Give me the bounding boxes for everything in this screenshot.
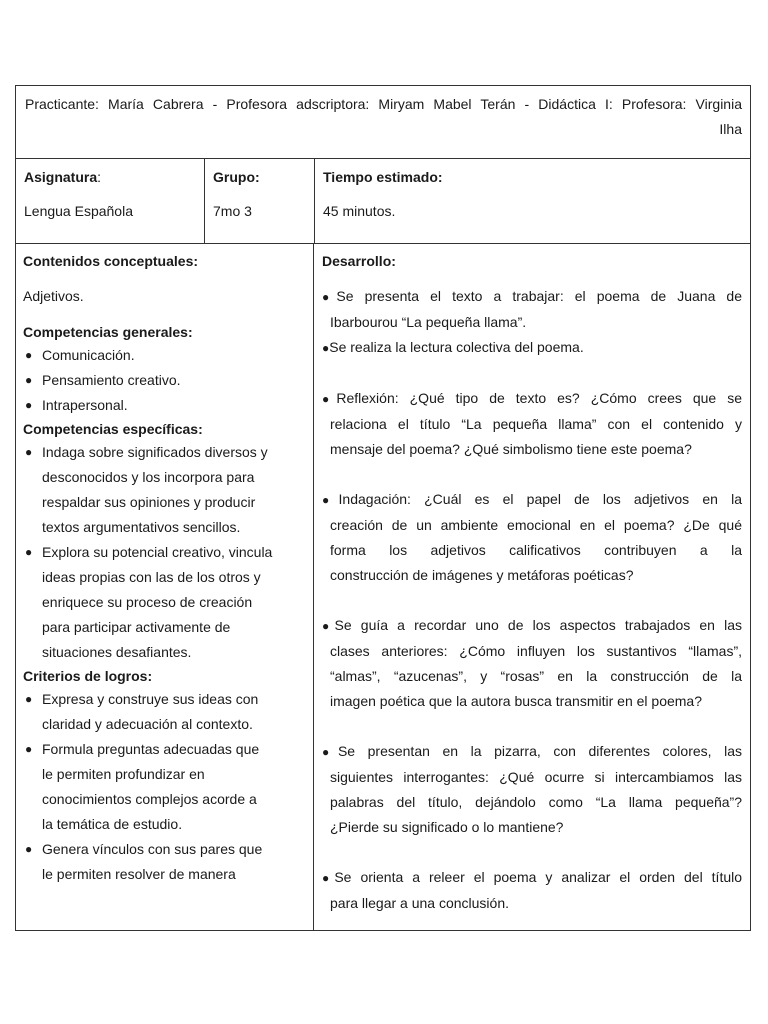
content-row — [16, 244, 750, 930]
bullet-icon: ● — [322, 392, 337, 406]
bullet-icon: ● — [25, 348, 33, 362]
list-item: ● Pensamiento creativo. — [23, 368, 303, 393]
list-item: ● Genera vínculos con sus pares que le permiten resolver de manera — [23, 837, 303, 887]
spacer — [322, 462, 742, 487]
spacer — [322, 714, 742, 739]
desarrollo-item — [322, 284, 742, 335]
list-item: ● Explora su potencial creativo, vincula ideas propias con las de los otros y enriquece su proceso de creación para participar activamente de situaciones desafiantes. — [23, 540, 303, 665]
desarrollo-item-line: ¿Pierde su significado o lo mantiene? — [330, 819, 564, 835]
criterios-heading: Criterios de logros: — [23, 668, 153, 684]
desarrollo-item — [322, 487, 742, 588]
desarrollo-item-first-line: Se orienta a releer el poema y analizar el orden del título — [334, 869, 743, 885]
desarrollo-item-first-line: Se presenta el texto a trabajar: el poema de Juana de — [336, 288, 742, 304]
header-row — [16, 86, 750, 159]
competencias-generales-heading: Competencias generales: — [23, 324, 193, 340]
contenidos-value: Adjetivos. — [23, 288, 84, 304]
left-column — [16, 244, 313, 930]
bullet-icon: ● — [25, 742, 33, 756]
criterios-list — [23, 687, 303, 887]
tiempo-label: Tiempo estimado: — [323, 169, 443, 185]
list-item: ● Comunicación. — [23, 343, 303, 368]
grupo-label: Grupo: — [213, 169, 260, 185]
desarrollo-item-line: “almas”, “azucenas”, y “rosas” en la construcción de la — [330, 668, 742, 684]
bullet-icon: ● — [25, 373, 33, 387]
right-column — [313, 244, 750, 930]
list-item: ● Expresa y construye sus ideas con claridad y adecuación al contexto. — [23, 687, 303, 737]
desarrollo-item — [322, 386, 742, 462]
tiempo-cell — [314, 159, 750, 243]
grupo-cell — [204, 159, 314, 243]
desarrollo-item-first-line: Reflexión: ¿Qué tipo de texto es? ¿Cómo crees que se — [336, 390, 743, 406]
desarrollo-item-line: clases anteriores: ¿Cómo influyen los sustantivos “llamas”, — [330, 643, 742, 659]
desarrollo-item-line: construcción de imágenes y metáforas poéticas? — [330, 567, 634, 583]
bullet-icon: ● — [25, 398, 33, 412]
competencias-especificas-heading: Competencias específicas: — [23, 421, 203, 437]
header-line-1: Practicante: María Cabrera - Profesora adscriptora: Miryam Mabel Terán - Didáctica I: Profesora: Virginia — [25, 96, 742, 112]
bullet-icon: ● — [322, 871, 335, 885]
header-line-2: Ilha — [719, 121, 742, 137]
desarrollo-item-line: mensaje del poema? ¿Qué simbolismo tiene este poema? — [330, 441, 692, 457]
desarrollo-item-line: para llegar a una conclusión. — [330, 895, 510, 911]
competencias-generales-list — [23, 343, 303, 418]
competencias-especificas-list — [23, 440, 303, 665]
desarrollo-item-line: relaciona el título “La pequeña llama” con el contenido y — [330, 416, 742, 432]
desarrollo-item — [322, 865, 742, 916]
asignatura-label-wrap — [24, 167, 196, 187]
desarrollo-item-first-line: Se guía a recordar uno de los aspectos trabajados en las — [334, 617, 742, 633]
bullet-icon: ● — [322, 341, 330, 355]
bullet-icon: ● — [322, 619, 335, 633]
spacer — [322, 588, 742, 613]
tiempo-value: 45 minutos. — [323, 203, 396, 219]
desarrollo-item — [322, 613, 742, 714]
bullet-icon: ● — [25, 445, 33, 459]
desarrollo-item-line: creación de un ambiente emocional en el poema? ¿De qué — [330, 517, 742, 533]
bullet-icon: ● — [25, 842, 33, 856]
desarrollo-item-line: imagen poética que la autora busca transmitir en el poema? — [330, 693, 702, 709]
spacer — [322, 840, 742, 865]
desarrollo-item-first-line: Indagación: ¿Cuál es el papel de los adjetivos en la — [338, 491, 743, 507]
bullet-icon: ● — [25, 545, 33, 559]
desarrollo-item-first-line: Se presentan en la pizarra, con diferentes colores, las — [337, 743, 743, 759]
desarrollo-item-line: Ibarbourou “La pequeña llama”. — [330, 314, 527, 330]
info-row — [16, 159, 750, 244]
desarrollo-item-line: forma los adjetivos calificativos contribuyen a la — [330, 542, 742, 558]
contenidos-heading: Contenidos conceptuales: — [23, 253, 199, 269]
desarrollo-item-first-line: Se realiza la lectura colectiva del poema. — [329, 339, 584, 355]
asignatura-label: Asignatura — [24, 169, 98, 185]
list-item: ● Formula preguntas adecuadas que le permiten profundizar en conocimientos complejos acorde a la temática de estudio. — [23, 737, 303, 837]
desarrollo-list — [322, 284, 742, 916]
desarrollo-item-line: palabras del título, dejándolo como “La llama pequeña”? — [330, 794, 742, 810]
desarrollo-item-line: siguientes interrogantes: ¿Qué ocurre si intercambiamos las — [330, 769, 742, 785]
desarrollo-item — [322, 739, 742, 840]
bullet-icon: ● — [322, 745, 338, 759]
grupo-value: 7mo 3 — [213, 203, 252, 219]
bullet-icon: ● — [322, 290, 337, 304]
list-item: ● Intrapersonal. — [23, 393, 303, 418]
bullet-icon: ● — [25, 692, 33, 706]
asignatura-colon: : — [97, 169, 102, 185]
lesson-plan-table — [15, 85, 751, 931]
desarrollo-heading: Desarrollo: — [322, 253, 396, 269]
asignatura-cell — [16, 159, 204, 243]
asignatura-value: Lengua Española — [24, 203, 133, 219]
desarrollo-item — [322, 335, 742, 361]
spacer — [322, 361, 742, 386]
bullet-icon: ● — [322, 493, 339, 507]
header-cell — [16, 86, 750, 158]
list-item: ● Indaga sobre significados diversos y desconocidos y los incorpora para respaldar sus opiniones y producir textos argumentativos sencillos. — [23, 440, 303, 540]
